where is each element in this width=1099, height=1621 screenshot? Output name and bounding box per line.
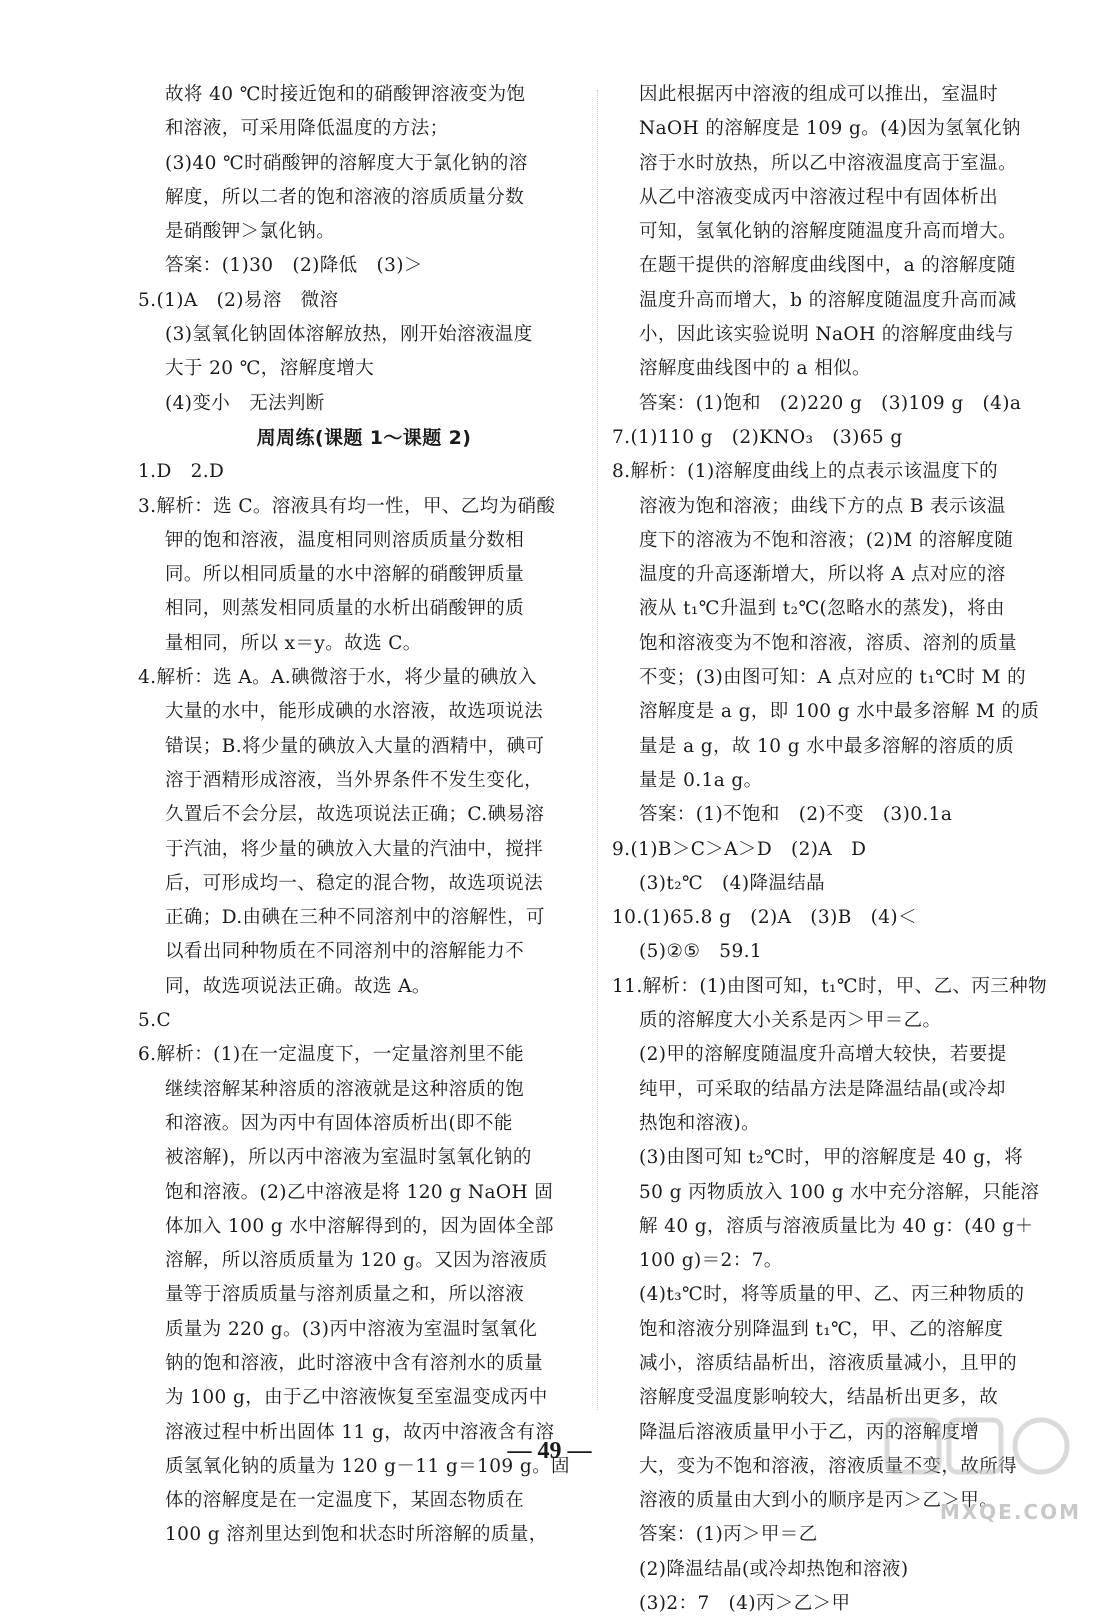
left-text-line: 故将 40 ℃时接近饱和的硝酸钾溶液变为饱 bbox=[165, 84, 526, 105]
right-text-line: 不变；(3)由图可知：A 点对应的 t₁℃时 M 的 bbox=[639, 667, 1026, 689]
right-text-line: 答案：(1)饱和 (2)220 g (3)109 g (4)a bbox=[639, 392, 1022, 414]
right-text-line: 度下的溶液为不饱和溶液；(2)M 的溶解度随 bbox=[639, 529, 1014, 551]
left-text-line: 同，故选项说法正确。故选 A。 bbox=[165, 975, 431, 997]
right-text-line: (3)由图可知 t₂℃时，甲的溶解度是 40 g，将 bbox=[639, 1147, 1024, 1169]
right-text-line: 减小，溶质结晶析出，溶液质量减小，且甲的 bbox=[639, 1352, 1018, 1374]
right-text-line: 7.(1)110 g (2)KNO₃ (3)65 g bbox=[612, 426, 903, 448]
right-text-line: 10.(1)65.8 g (2)A (3)B (4)＜ bbox=[612, 907, 917, 929]
left-text-line: 大于 20 ℃，溶解度增大 bbox=[165, 358, 375, 380]
right-text-line: 答案：(1)丙＞甲＝乙 bbox=[639, 1524, 818, 1546]
left-text-line: 溶解，所以溶质质量为 120 g。又因为溶液质 bbox=[165, 1250, 548, 1272]
right-text-line: 溶液的质量由大到小的顺序是丙＞乙＞甲。 bbox=[639, 1490, 999, 1512]
left-text-line: 钠的饱和溶液，此时溶液中含有溶剂水的质量 bbox=[165, 1352, 544, 1374]
left-text-line: 答案：(1)30 (2)降低 (3)＞ bbox=[165, 255, 423, 277]
left-text-line: 质氢氧化钠的质量为 120 g－11 g＝109 g。固 bbox=[165, 1455, 570, 1477]
right-text-line: 答案：(1)不饱和 (2)不变 (3)0.1a bbox=[639, 804, 953, 826]
right-text-line: 液从 t₁℃升温到 t₂℃(忽略水的蒸发)，将由 bbox=[639, 598, 1005, 620]
left-text-line: 大量的水中，能形成碘的水溶液，故选项说法 bbox=[165, 701, 544, 723]
right-text-line: 小，因此该实验说明 NaOH 的溶解度曲线与 bbox=[639, 324, 1015, 346]
right-text-line: 温度的升高逐渐增大，所以将 A 点对应的溶 bbox=[639, 564, 1006, 586]
left-text-line: 同。所以相同质量的水中溶解的硝酸钾质量 bbox=[165, 564, 525, 586]
left-text-line: 溶于酒精形成溶液，当外界条件不发生变化， bbox=[165, 769, 544, 791]
right-text-line: (2)甲的溶解度随温度升高增大较快，若要提 bbox=[639, 1044, 1007, 1066]
left-text-line: 正确；D.由碘在三种不同溶剂中的溶解性，可 bbox=[165, 907, 545, 929]
right-text-line: 溶解度曲线图中的 a 相似。 bbox=[639, 358, 871, 380]
right-text-line: 在题干提供的溶解度曲线图中，a 的溶解度随 bbox=[639, 255, 1016, 277]
left-text-line: 错误；B.将少量的碘放入大量的酒精中，碘可 bbox=[165, 735, 545, 757]
left-text-line: (3)氢氧化钠固体溶解放热，刚开始溶液温度 bbox=[165, 324, 533, 346]
left-text-line: 继续溶解某种溶质的溶液就是这种溶质的饱 bbox=[165, 1078, 525, 1100]
left-text-line: 3.解析：选 C。溶液具有均一性，甲、乙均为硝酸 bbox=[138, 495, 556, 517]
left-text-line: 质量为 220 g。(3)丙中溶液为室温时氢氧化 bbox=[165, 1318, 538, 1340]
right-text-line: 饱和溶液变为不饱和溶液，溶质、溶剂的质量 bbox=[639, 632, 1018, 654]
left-text-line: (4)变小 无法判断 bbox=[165, 392, 325, 414]
left-column bbox=[138, 78, 590, 1553]
left-text-line: 和溶液。因为丙中有固体溶质析出(即不能 bbox=[165, 1112, 513, 1134]
right-text-line: 量是 0.1a g。 bbox=[639, 769, 763, 791]
left-text-line: 100 g 溶剂里达到饱和状态时所溶解的质量， bbox=[165, 1524, 548, 1546]
right-text-line: 溶解度受温度影响较大，结晶析出更多，故 bbox=[639, 1387, 999, 1409]
section-title: 周周练(课题 1～课题 2) bbox=[256, 426, 472, 449]
left-text-line: 5.C bbox=[138, 1010, 172, 1032]
right-text-line: 8.解析：(1)溶解度曲线上的点表示该温度下的 bbox=[612, 461, 999, 483]
left-text-line: 6.解析：(1)在一定温度下，一定量溶剂里不能 bbox=[138, 1044, 525, 1066]
left-text-line: 后，可形成均一、稳定的混合物，故选项说法 bbox=[165, 872, 544, 894]
left-text-line: 解度，所以二者的饱和溶液的溶质质量分数 bbox=[165, 186, 525, 208]
left-text-line: 1.D 2.D bbox=[138, 461, 225, 483]
left-text-line: 和溶液，可采用降低温度的方法； bbox=[165, 118, 449, 140]
left-text-line: 量相同，所以 x＝y。故选 C。 bbox=[165, 632, 422, 654]
left-text-line: 体加入 100 g 水中溶解得到的，因为固体全部 bbox=[165, 1215, 554, 1237]
right-text-line: 100 g)＝2：7。 bbox=[639, 1250, 783, 1272]
left-text-line: 被溶解)，所以丙中溶液为室温时氢氧化钠的 bbox=[165, 1147, 532, 1169]
right-text-line: 溶液为饱和溶液；曲线下方的点 B 表示该温 bbox=[639, 495, 1006, 517]
right-text-line: 量是 a g，故 10 g 水中最多溶解的溶质的质 bbox=[639, 735, 1015, 757]
left-text-line: 量等于溶质质量与溶剂质量之和，所以溶液 bbox=[165, 1284, 525, 1306]
right-text-line: (4)t₃℃时，将等质量的甲、乙、丙三种物质的 bbox=[639, 1284, 1025, 1306]
right-text-line: 9.(1)B＞C＞A＞D (2)A D bbox=[612, 838, 867, 860]
right-text-line: 纯甲，可采取的结晶方法是降温结晶(或冷却 bbox=[639, 1078, 1006, 1100]
right-column bbox=[612, 78, 1064, 1621]
right-text-line: 饱和溶液分别降温到 t₁℃，甲、乙的溶解度 bbox=[639, 1318, 1004, 1340]
right-text-line: 因此根据丙中溶液的组成可以推出，室温时 bbox=[639, 84, 999, 105]
left-text-line: 溶液过程中析出固体 11 g，故丙中溶液含有溶 bbox=[165, 1421, 555, 1443]
left-text-line: 相同，则蒸发相同质量的水析出硝酸钾的质 bbox=[165, 598, 525, 620]
right-text-line: (3)2：7 (4)丙＞乙＞甲 bbox=[639, 1593, 851, 1615]
left-text-line: 为 100 g，由于乙中溶液恢复至室温变成丙中 bbox=[165, 1387, 548, 1409]
left-text-line: 体的溶解度是在一定温度下，某固态物质在 bbox=[165, 1490, 525, 1512]
right-text-line: 11.解析：(1)由图可知，t₁℃时，甲、乙、丙三种物 bbox=[612, 975, 1047, 997]
right-text-line: 温度升高而增大，b 的溶解度随温度升高而减 bbox=[639, 289, 1017, 311]
left-text-line: 饱和溶液。(2)乙中溶液是将 120 g NaOH 固 bbox=[165, 1181, 554, 1203]
column-divider bbox=[597, 90, 598, 1410]
right-text-line: 质的溶解度大小关系是丙＞甲＝乙。 bbox=[639, 1010, 942, 1032]
page-number: — 49 — bbox=[507, 1438, 592, 1464]
left-text-line: 4.解析：选 A。A.碘微溶于水，将少量的碘放入 bbox=[138, 667, 537, 689]
left-text-line: 于汽油，将少量的碘放入大量的汽油中，搅拌 bbox=[165, 838, 544, 860]
right-text-line: 50 g 丙物质放入 100 g 水中充分溶解，只能溶 bbox=[639, 1181, 1040, 1203]
right-text-line: 大，变为不饱和溶液，溶液质量不变，故所得 bbox=[639, 1455, 1018, 1477]
right-text-line: 溶于水时放热，所以乙中溶液温度高于室温。 bbox=[639, 152, 1018, 174]
right-text-line: (3)t₂℃ (4)降温结晶 bbox=[639, 872, 826, 894]
left-text-line: 久置后不会分层，故选项说法正确；C.碘易溶 bbox=[165, 804, 545, 826]
right-text-line: 从乙中溶液变成丙中溶液过程中有固体析出 bbox=[639, 186, 999, 208]
left-text-line: 以看出同种物质在不同溶剂中的溶解能力不 bbox=[165, 941, 525, 963]
right-text-line: 解 40 g，溶质与溶液质量比为 40 g：(40 g＋ bbox=[639, 1215, 1034, 1237]
right-text-line: (2)降温结晶(或冷却热饱和溶液) bbox=[639, 1558, 909, 1580]
right-text-line: 可知，氢氧化钠的溶解度随温度升高而增大。 bbox=[639, 221, 1018, 243]
right-text-line: (5)②⑤ 59.1 bbox=[639, 941, 763, 963]
left-text-line: 是硝酸钾＞氯化钠。 bbox=[165, 221, 336, 243]
watermark-text: MXQE.COM bbox=[939, 1500, 1081, 1524]
right-text-line: 热饱和溶液)。 bbox=[639, 1112, 761, 1134]
left-text-line: 钾的饱和溶液，温度相同则溶质质量分数相 bbox=[165, 529, 525, 551]
right-text-line: 降温后溶液质量甲小于乙，丙的溶解度增 bbox=[639, 1421, 980, 1443]
left-text-line: 5.(1)A (2)易溶 微溶 bbox=[138, 289, 339, 311]
left-text-line: (3)40 ℃时硝酸钾的溶解度大于氯化钠的溶 bbox=[165, 152, 528, 174]
right-text-line: 溶解度是 a g，即 100 g 水中最多溶解 M 的质 bbox=[639, 701, 1040, 723]
right-text-line: NaOH 的溶解度是 109 g。(4)因为氢氧化钠 bbox=[639, 118, 1021, 140]
